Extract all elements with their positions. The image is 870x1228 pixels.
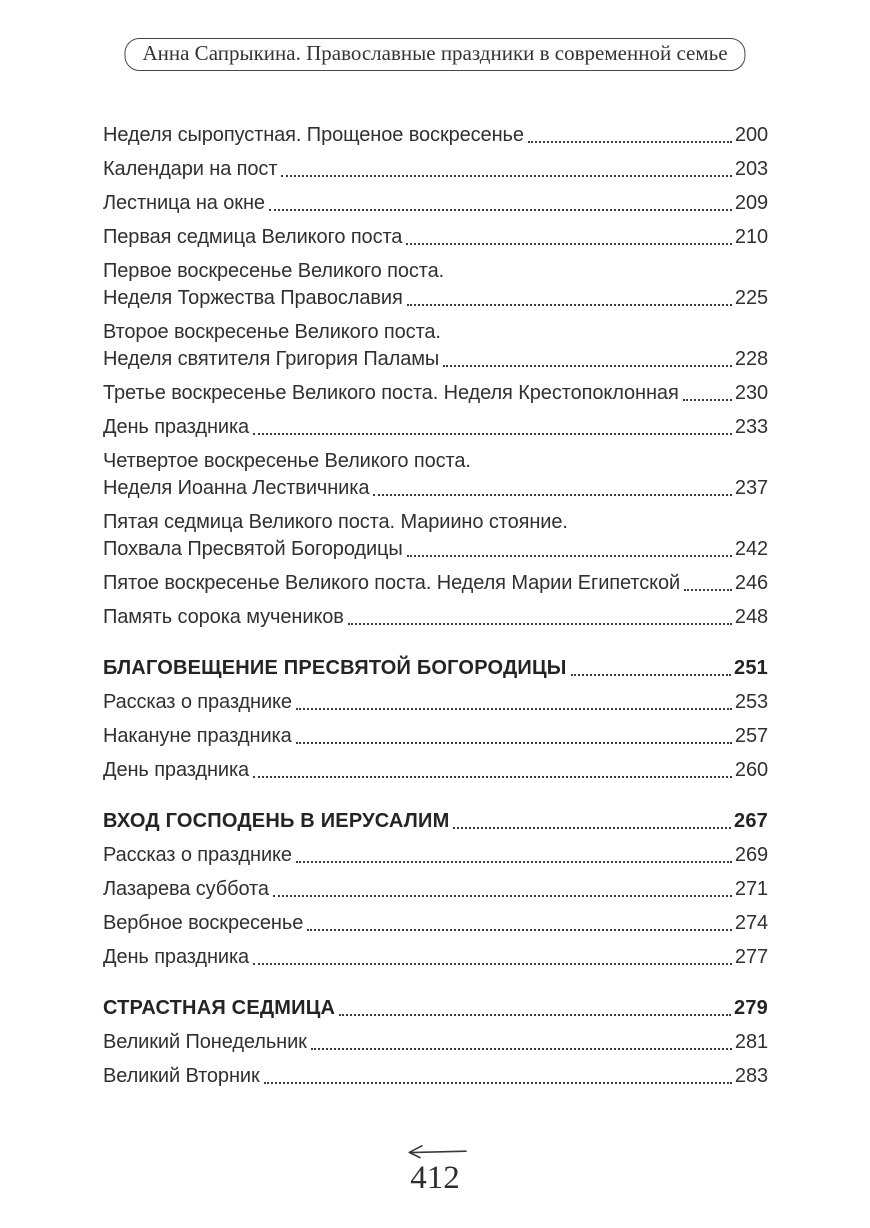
toc-entry: [103, 910, 768, 937]
toc-entry-page: 260: [734, 759, 768, 781]
dot-leader: [269, 209, 732, 211]
toc-entry: [103, 156, 768, 183]
toc-entry-page: 271: [734, 878, 768, 900]
toc-entry-title: День праздника: [103, 416, 250, 438]
toc-entry: [103, 723, 768, 750]
toc-section-heading: [103, 808, 768, 835]
toc-entry-title-line1: Четвертое воскресенье Великого поста.: [103, 450, 471, 472]
dot-leader: [373, 494, 732, 496]
toc-entry: [103, 414, 768, 441]
dot-leader: [311, 1048, 732, 1050]
toc-entry-title: Великий Понедельник: [103, 1031, 307, 1053]
toc-entry-title: Третье воскресенье Великого поста. Неделя Крестопоклонная: [103, 382, 679, 404]
toc-entry-title: Неделя святителя Григория Паламы: [103, 348, 440, 370]
dot-leader: [253, 776, 732, 778]
toc-entry-title: Неделя Иоанна Лествичника: [103, 477, 370, 499]
toc-entry-page: 210: [734, 226, 768, 248]
toc-entry-title: День праздника: [103, 759, 250, 781]
toc-entry: [103, 380, 768, 407]
toc-entry: [103, 122, 768, 149]
toc-entry-page: 230: [734, 382, 768, 404]
dot-leader: [407, 555, 732, 557]
dot-leader: [296, 861, 732, 863]
toc-entry: [103, 224, 768, 251]
toc-entry: [103, 509, 768, 563]
toc-entry-title: Рассказ о празднике: [103, 691, 292, 713]
dot-leader: [684, 589, 732, 591]
toc-entry: [103, 319, 768, 373]
toc-entry-page: 209: [734, 192, 768, 214]
dot-leader: [683, 399, 732, 401]
toc-entry-page: 228: [734, 348, 768, 370]
toc-entry-title: Календари на пост: [103, 158, 278, 180]
toc-entry-page: 200: [734, 124, 768, 146]
running-head: [124, 38, 745, 71]
dot-leader: [528, 141, 732, 143]
dot-leader: [443, 365, 732, 367]
toc-entry: [103, 258, 768, 312]
toc-entry-page: 274: [734, 912, 768, 934]
dot-leader: [296, 742, 732, 744]
dot-leader: [253, 433, 732, 435]
toc-entry-title: Пятое воскресенье Великого поста. Неделя Марии Египетской: [103, 572, 681, 594]
toc-entry: [103, 448, 768, 502]
toc-entry-title: Рассказ о празднике: [103, 844, 292, 866]
toc-section-page: 267: [734, 810, 768, 832]
toc-section-page: 279: [734, 997, 768, 1019]
toc-entry: [103, 570, 768, 597]
toc-entry-page: 242: [734, 538, 768, 560]
toc-entry: [103, 944, 768, 971]
toc-entry-page: 203: [734, 158, 768, 180]
toc-entry-page: 225: [734, 287, 768, 309]
toc-entry-title-line1: Первое воскресенье Великого поста.: [103, 260, 445, 282]
toc-entry: [103, 1029, 768, 1056]
toc-section-title: БЛАГОВЕЩЕНИЕ ПРЕСВЯТОЙ БОГОРОДИЦЫ: [103, 657, 567, 679]
toc-entry-page: 281: [734, 1031, 768, 1053]
dot-leader: [281, 175, 732, 177]
page-footer: [0, 1143, 870, 1195]
toc-entry-page: 237: [734, 477, 768, 499]
toc-entry-title: Накануне праздника: [103, 725, 292, 747]
toc-entry: [103, 842, 768, 869]
dot-leader: [453, 827, 731, 829]
dot-leader: [273, 895, 732, 897]
toc-entry-title: День праздника: [103, 946, 250, 968]
toc-entry-title: Лазарева суббота: [103, 878, 269, 900]
dot-leader: [264, 1082, 732, 1084]
folio-page-number: 412: [410, 1160, 460, 1196]
dot-leader: [253, 963, 732, 965]
table-of-contents: [103, 122, 768, 1097]
toc-entry-page: 257: [734, 725, 768, 747]
toc-section-title: СТРАСТНАЯ СЕДМИЦА: [103, 997, 336, 1019]
toc-section-heading: [103, 995, 768, 1022]
toc-entry: [103, 689, 768, 716]
running-head-title: Анна Сапрыкина. Православные праздники в современной семье: [142, 41, 728, 65]
dot-leader: [296, 708, 732, 710]
toc-entry-title: Неделя сыропустная. Прощеное воскресенье: [103, 124, 524, 146]
toc-entry-title-line1: Второе воскресенье Великого поста.: [103, 321, 441, 343]
dot-leader: [571, 674, 731, 676]
toc-entry-title: Первая седмица Великого поста: [103, 226, 403, 248]
dot-leader: [407, 304, 732, 306]
dot-leader: [339, 1014, 731, 1016]
toc-entry: [103, 604, 768, 631]
toc-entry: [103, 190, 768, 217]
dot-leader: [406, 243, 732, 245]
toc-section-heading: [103, 655, 768, 682]
toc-entry-title: Вербное воскресенье: [103, 912, 304, 934]
toc-entry-page: 246: [734, 572, 768, 594]
toc-entry-title: Великий Вторник: [103, 1065, 260, 1087]
toc-entry-page: 283: [734, 1065, 768, 1087]
dot-leader: [307, 929, 732, 931]
toc-entry-title: Память сорока мучеников: [103, 606, 344, 628]
toc-entry-page: 277: [734, 946, 768, 968]
toc-section-page: 251: [734, 657, 768, 679]
toc-entry-title-line1: Пятая седмица Великого поста. Мариино стояние.: [103, 511, 568, 533]
toc-entry-page: 253: [734, 691, 768, 713]
dot-leader: [348, 623, 732, 625]
toc-entry-page: 233: [734, 416, 768, 438]
toc-entry-page: 248: [734, 606, 768, 628]
toc-entry-page: 269: [734, 844, 768, 866]
toc-entry: [103, 876, 768, 903]
toc-entry-title: Неделя Торжества Православия: [103, 287, 403, 309]
toc-section-title: ВХОД ГОСПОДЕНЬ В ИЕРУСАЛИМ: [103, 810, 450, 832]
toc-entry: [103, 1063, 768, 1090]
toc-entry: [103, 757, 768, 784]
arrow-left-icon: [403, 1143, 467, 1160]
toc-entry-title: Лестница на окне: [103, 192, 265, 214]
toc-entry-title: Похвала Пресвятой Богородицы: [103, 538, 403, 560]
